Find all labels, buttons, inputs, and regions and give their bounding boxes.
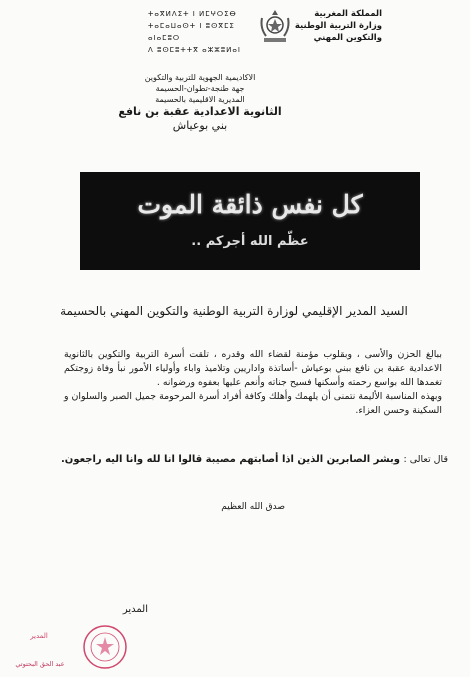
region-name: جهة طنجة-تطوان-الحسيمة [155, 84, 245, 93]
recipient-line: السيد المدير الإقليمي لوزارة التربية الوطنية والتكوين المهني بالحسيمة [60, 304, 408, 318]
town-name: بني بوعياش [172, 119, 228, 132]
quran-quote [22, 447, 448, 473]
directorate-name: المديرية الاقليمية بالحسيمة [155, 95, 245, 104]
school-name: الثانوية الاعدادية عقبة بن نافع [118, 105, 282, 118]
quote-verse: وبشر الصابرين الذين اذا أصابتهم مصيبة قالوا انا لله وانا اليه راجعون. [61, 454, 400, 465]
header-line: ⵜⴰⵎⴰⵡⴰⵙⵜ ⵏ ⵓⵙⴳⵎⵉ ⴰⵏⴰⵎⵓⵔ [148, 22, 235, 42]
header-line: المملكة المغربية [314, 9, 382, 19]
institution-block [80, 72, 320, 133]
letter-body [64, 348, 442, 418]
ministry-header-tifinagh [148, 8, 258, 56]
official-stamp-icon [82, 624, 128, 670]
body-paragraph: ببالغ الحزن والأسى ، وبقلوب مؤمنة لقضاء الله وقدره ، تلقت أسرة التربية والتكوين بالثانوية الاعدادية عقبة بن نافع ببني بوعياش -أساتذة واداريين وتلاميذ واباء وأولياء الأمور نبأ وفاة زوجتكم تغمدها الله بواسع رحمته وأسكنها فسيح جناته وأنعم عليها بعفوه ورضوانه . [64, 349, 442, 388]
stamp-title: المدير [30, 632, 48, 640]
header-line: ⵜⴰⴳⵍⴷⵉⵜ ⵏ ⵍⵎⵖⵔⵉⴱ [148, 10, 237, 18]
academy-name: الاكاديمية الجهوية للتربية والتكوين [144, 73, 256, 82]
header-line: وزارة التربية الوطنية [294, 21, 382, 31]
header-line: والتكوين المهني [313, 33, 382, 43]
banner-title: كل نفس ذائقة الموت [137, 190, 363, 219]
director-label: المدير [122, 604, 148, 615]
body-paragraph: وبهذه المناسبة الأليمة نتمنى أن يلهمك وأهلك وكافة أفراد أسرة المرحومة جميل الصبر والسلوان و السكينة وحسن العزاء. [64, 391, 442, 416]
header-line: ⴷ ⵓⵙⵎⵓⵜⵜⴳ ⴰⵣⵣⵓⵍⴰⵏ [148, 46, 241, 54]
quote-prefix: قال تعالى : [403, 454, 448, 465]
stamp-name: عبد الحق البحتوتي [15, 660, 65, 668]
banner-subtitle: عظّم الله أجركم .. [191, 234, 309, 249]
condolence-banner [80, 172, 420, 270]
closing-phrase: صدق الله العظيم [221, 502, 285, 512]
royal-emblem-icon [258, 8, 292, 44]
